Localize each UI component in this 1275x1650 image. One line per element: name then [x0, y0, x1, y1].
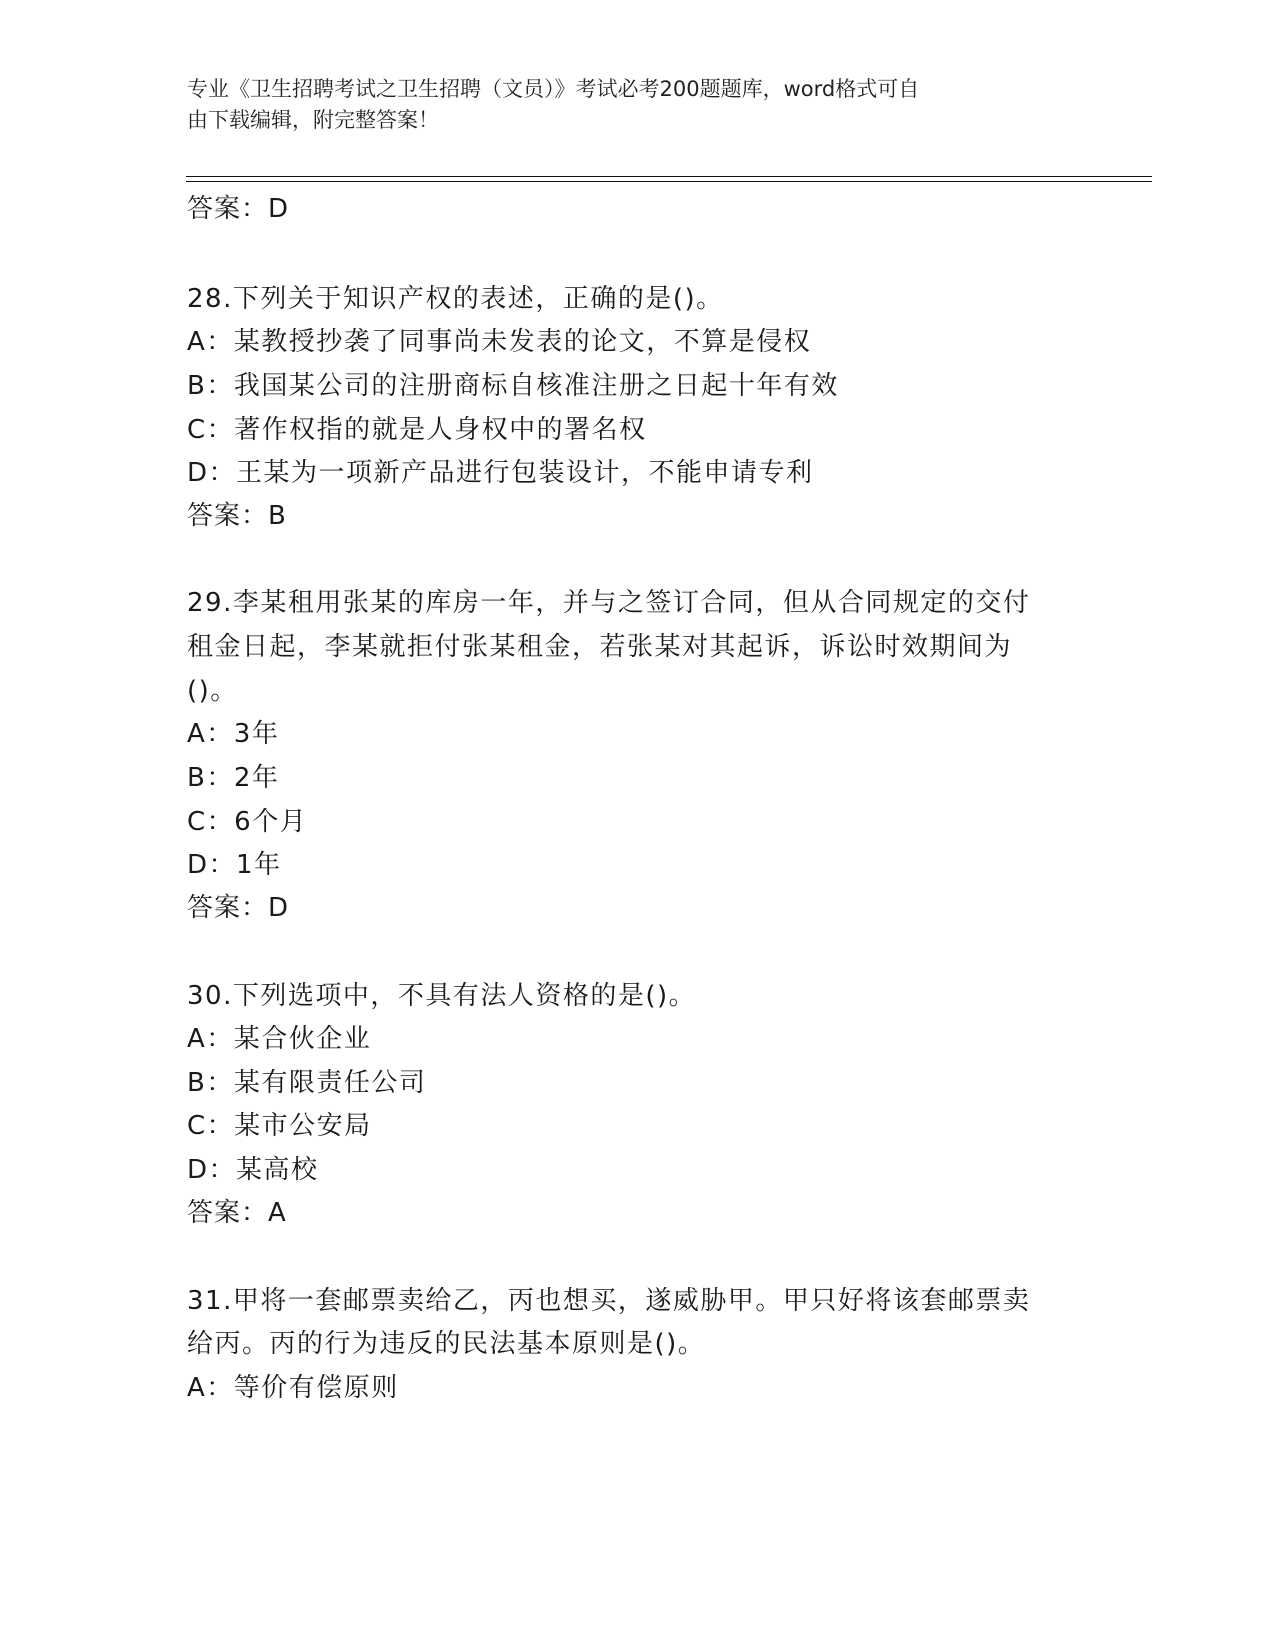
question-31-option-a: A：等价有偿原则 — [187, 1373, 399, 1403]
prev-answer: 答案：D — [187, 194, 290, 224]
question-28-answer: 答案：B — [187, 501, 287, 531]
question-29-answer: 答案：D — [187, 893, 290, 923]
question-29-option-b: B：2年 — [187, 763, 280, 793]
header-divider-top — [186, 176, 1152, 177]
question-29-option-d: D：1年 — [187, 850, 282, 880]
question-31-stem-line-1: 31.甲将一套邮票卖给乙，丙也想买，遂威胁甲。甲只好将该套邮票卖 — [187, 1286, 1031, 1316]
question-29-stem-line-1: 29.李某租用张某的库房一年，并与之签订合同，但从合同规定的交付 — [187, 588, 1031, 618]
question-28-stem: 28.下列关于知识产权的表述，正确的是()。 — [187, 284, 724, 314]
question-30-option-d: D：某高校 — [187, 1155, 319, 1185]
question-28-option-c: C：著作权指的就是人身权中的署名权 — [187, 415, 647, 445]
question-29-stem-line-3: ()。 — [187, 676, 238, 706]
question-29-option-c: C：6个月 — [187, 807, 308, 837]
header-line-1: 专业《卫生招聘考试之卫生招聘（文员）》考试必考200题题库，word格式可自 — [187, 77, 920, 101]
question-29-option-a: A：3年 — [187, 719, 280, 749]
question-30-option-b: B：某有限责任公司 — [187, 1068, 427, 1098]
question-30-option-a: A：某合伙企业 — [187, 1024, 372, 1054]
question-30-stem: 30.下列选项中，不具有法人资格的是()。 — [187, 981, 697, 1011]
document-header — [187, 74, 1067, 136]
header-divider-bottom — [186, 181, 1152, 182]
question-28-option-a: A：某教授抄袭了同事尚未发表的论文，不算是侵权 — [187, 327, 812, 357]
question-31-stem-line-2: 给丙。丙的行为违反的民法基本原则是()。 — [187, 1329, 706, 1359]
question-30-answer: 答案：A — [187, 1198, 287, 1228]
question-29-stem-line-2: 租金日起，李某就拒付张某租金，若张某对其起诉，诉讼时效期间为 — [187, 632, 1013, 662]
question-28-option-b: B：我国某公司的注册商标自核准注册之日起十年有效 — [187, 371, 839, 401]
question-30-option-c: C：某市公安局 — [187, 1111, 372, 1141]
question-28-option-d: D：王某为一项新产品进行包装设计，不能申请专利 — [187, 458, 814, 488]
header-line-2: 由下载编辑，附完整答案！ — [187, 108, 439, 132]
